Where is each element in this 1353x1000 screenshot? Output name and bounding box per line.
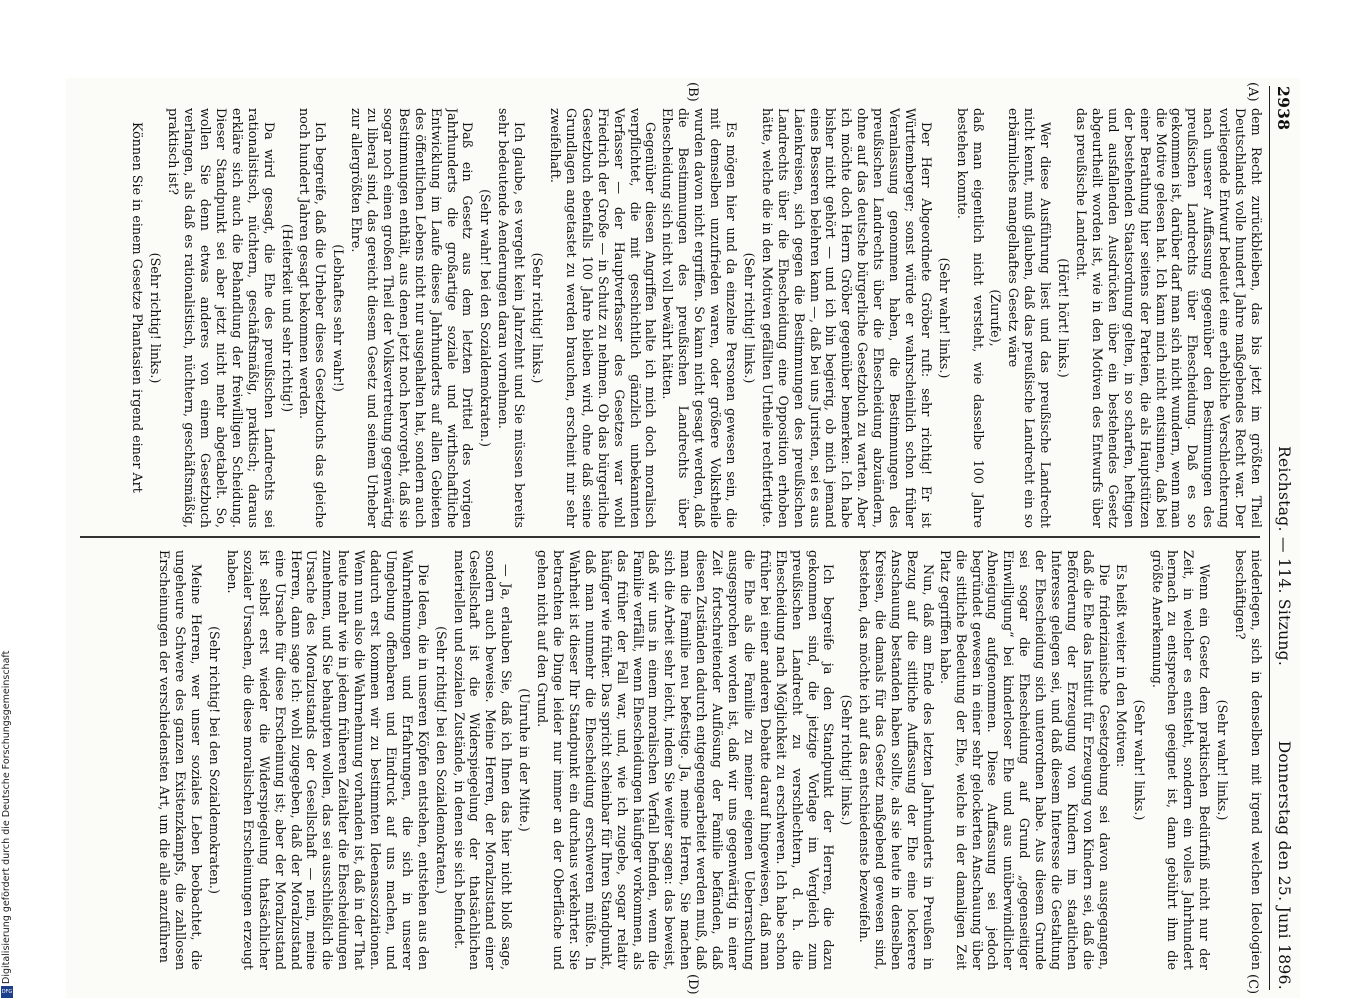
page-date: Donnerstag den 25. Juni 1896.	[1275, 740, 1293, 990]
paragraph: Meine Herren, wer unser soziales Leben beobachtet, die ungeheure Schwere des ganzen Existenzkampfs, die zahllosen Erscheinungen der verschiedensten Art, um die alle anzuführen	[157, 550, 205, 970]
page-title: Reichstag. — 114. Sitzung.	[1275, 446, 1293, 667]
paragraph: Ich begreife, daß die Urheber dieses Gesetzbuchs das gleiche noch hundert Jahren gesagt bekommen werden.	[297, 108, 329, 528]
interjection: (Sehr wahr! links.)	[1215, 699, 1231, 821]
interjection: (Lebhaftes sehr wahr!)	[331, 244, 347, 392]
paragraph: niederlegen, sich in denselben mit irgend welchen Ideologien beschäftigen?	[1233, 550, 1264, 970]
column-divider	[80, 536, 1260, 538]
margin-marker-d: (D)	[685, 974, 700, 995]
interjection: (Zurufe),	[988, 289, 1004, 347]
paragraph: — Ja, erlauben Sie, daß ich Ihnen das hier nicht bloß sage, sondern auch beweise. Meine Herren, der Moralzustand einer Gesellschaft ist die Widerspiegelung der thatsächlichen materiellen und sozialen Zustände, in denen sie sich befindet.	[451, 550, 515, 970]
left-column	[74, 108, 1264, 528]
rotated-newspaper-page	[66, 78, 1300, 998]
credit-text: Digitalisierung gefördert durch die Deutsche Forschungsgemeinschaft	[1, 650, 12, 984]
margin-marker-c: (C)	[1245, 974, 1260, 995]
interjection: (Sehr richtig! bei den Sozialdemokraten.)	[207, 626, 222, 894]
interjection: (Sehr wahr! bei den Sozialdemokraten.)	[478, 189, 494, 447]
paragraph: Wenn ein Gesetz dem praktischen Bedürfniß nicht nur der Zeit, in welcher es entsteht, sondern ein volles Jahrhundert hernach zu entsprechen geeignet ist, dann gebührt ihm die größte Anerkennung.	[1149, 550, 1213, 970]
paragraph: Es heißt weiter in den Motiven:	[1113, 564, 1129, 768]
paragraph: Die Ideen, die in unseren Köpfen entstehen, entstehen aus den Wahrnehmungen und Erfahrungen, die sich in unserer Umgebung offenbaren und Eindruck auf uns machen, und dadurch erst kommen wir zu bestimmten Ideenassoziationen. Wenn nun also die Wahrnehmung vorhanden ist, daß in der That heute mehr wie in jedem früheren Zeitalter die Ehescheidungen zunehmen, und Sie behaupten wollen, das sei ausschließlich die Ursache des Moralzustands der Gesellschaft — nein, meine Herren, dann sage ich: wohl zugegeben, daß der Moralzustand eine Ursache für diese Erscheinung ist; aber der Moralzustand ist selbst erst wieder die Widerspiegelung thatsächlicher sozialer Ursachen, die diese moralischen Erscheinungen erzeugt haben.	[224, 550, 431, 970]
interjection: (Unruhe in der Mitte.)	[517, 688, 533, 832]
page-header	[1269, 86, 1296, 990]
paragraph: Nun, daß am Ende des letzten Jahrhunderts in Preußen in Bezug auf die sittliche Auffassung der Ehe eine lockerere Anschauung bestanden haben sollte, als sie heute in denselben Kreisen, die damals für das Gesetz maßgebend gewesen sind, bestehen, das möchte ich auf das entschiedenste bezweifeln.	[857, 550, 936, 970]
paragraph: Da wird gesagt, die Ehe des preußischen Landrechts sei rationalistisch, nüchtern, geschäftsmäßig, praktisch; daraus erkläre sich auch die Behandlung der freiwilligen Scheidung. Dieser Standpunkt sei aber jetzt nicht mehr abgetabelt. So, wollen Sie denn etwas anderes von einem Gesetzbuch verlangen, als daß es rationalistisch, nüchtern, geschäftsmäßig, praktisch ist?	[166, 108, 277, 528]
margin-marker-b: (B)	[685, 82, 700, 102]
paragraph: Daß ein Gesetz aus dem letzten Drittel des vorigen Jahrhunderts die großartige soziale und wirthschaftliche Entwicklung im Laufe dieses Jahrhunderts auf allen Gebieten des öffentlichen Lebens nicht nur ausgehalten hat, sondern auch Bestimmungen enthält, aus denen jetzt noch hervorgeht, daß sie sogar noch einen großen Theil der Volksvertretung gegenwärtig zu liberal sind, das gereicht diesem Gesetz und seinem Urheber zur allergrößten Ehre.	[349, 108, 476, 528]
paragraph: daß man eigentlich nicht versteht, wie dasselbe 100 Jahre bestehen konnte.	[954, 108, 986, 528]
interjection: (Sehr wahr! links.)	[936, 257, 952, 379]
dfg-logo-icon: DFG	[1, 986, 13, 998]
interjection: (Sehr richtig! links.)	[741, 252, 757, 384]
interjection: (Hört! hört! links.)	[1056, 258, 1072, 378]
paragraph: Können Sie in einem Gesetze Phantasien irgend einer Art	[130, 122, 146, 493]
right-column	[74, 550, 1264, 970]
paragraph: Ich glaube, es vergeht kein Jahrzehnt und Sie müssen bereits sehr bedeutende Aenderungen daran vornehmen.	[496, 108, 528, 528]
paragraph: Der Herr Abgeordnete Gröber ruft: sehr richtig! Er ist Württemberger; sonst würde er wahrscheinlich schon früher Veranlassung genommen haben, die Bestimmungen des preußischen Landrechts über die Ehescheidung abzuändern, ohne auf das deutsche bürgerliche Gesetzbuch zu warten. Aber ich möchte doch Herrn Gröber gegenüber bemerken: Ich habe bisher nicht gehört — und ich bin begierig, ob mich jemand eines Besseren belehren kann —, daß bei uns Juristen, sei es aus Laienkreisen, sich gegen die Bestimmungen des preußischen Landrechts über die Ehescheidung eine Opposition erhoben hätte, welche die in den Motiven gefällten Urtheile rechtfertigte.	[759, 108, 934, 528]
margin-marker-a: (A)	[1245, 82, 1260, 102]
interjection: (Heiterkeit und sehr richtig!)	[279, 223, 295, 413]
interjection: (Sehr richtig! bei den Sozialdemokraten.)	[433, 626, 449, 894]
paragraph: Gegenüber diesen Angriffen halte ich mich doch moralisch verpflichtet, die mit geschichtlich gänzlich unbekannten Verfasser — der Hauptverfasser des Gesetzes war wohl Friedrich der Große — in Schutz zu nehmen. Ob das bürgerliche Gesetzbuch ebenfalls 100 Jahre bleiben wird, ohne daß seine Grundlagen angetastet zu werden brauchen, erscheint mir sehr zweifelhaft.	[548, 108, 659, 528]
digitization-credit	[1, 4, 13, 984]
interjection: (Sehr wahr! links.)	[1131, 699, 1147, 821]
quoted-paragraph: Die friderizianische Gesetzgebung sei davon ausgegangen, daß die Ehe das Institut für Erzeugung von Kindern sei, daß die Beförderung der Erzeugung von Kindern im staatlichen Interesse gelegen sei, und daß diesem Interesse die Gestaltung der Ehescheidung sich unterordnen habe. Aus diesem Grunde sei sogar die Ehescheidung auf Grund „gegenseitiger Einwilligung“ bei kinderloser Ehe und aus unüberwindlicher Abneigung aufgenommen. Diese Auffassung sei jedoch begründet gewesen in einer sehr gelockerten Anschauung über die sittliche Bedeutung der Ehe, welche in der damaligen Zeit Platz gegriffen habe.	[937, 550, 1112, 970]
page-number: 2938	[1274, 86, 1293, 131]
interjection: (Sehr richtig! links.)	[839, 694, 855, 826]
paragraph: Wer diese Ausführung liest und das preußische Landrecht nicht kennt, muß glauben, daß das preußische Landrecht ein so erbärmliches mangelhaftes Gesetz wäre	[1006, 108, 1054, 528]
paragraph: Es mögen hier und da einzelne Personen gewesen sein, die mit demselben unzufrieden waren, oder größere Volkstheile wurden davon nicht ergriffen. So kann nicht gesagt werden, daß die Bestimmungen des preußischen Landrechts über Ehescheidung sich nicht voll bewährt hätten.	[660, 108, 739, 528]
paragraph: dem Recht zurückbleiben, das bis jetzt im größten Theil Deutschlands volle hundert Jahre maßgebendes Recht war. Der vorliegende Entwurf bedeutet eine erhebliche Verschlechterung nach unserer Auffassung gegenüber den Bestimmungen des preußischen Landrechts über Ehescheidung. Daß es so gekommen ist, darüber darf man sich nicht wundern, wenn man die Motive gelesen hat. Ich kann mich nicht entsinnen, daß bei einer Berathung hier seitens der Parteien, die als Hauptstützen der bestehenden Staatsordnung gelten, in so scharfen, heftigen und ausfallenden Ausdrücken über ein bestehendes Gesetz abgeurtheilt worden ist, wie in den Motiven des Entwurfs über das preußische Landrecht.	[1074, 108, 1264, 528]
paragraph: Ich begreife ja den Standpunkt der Herren, die dazu gekommen sind, die jetzige Vorlage im Vergleich zum preußischen Landrecht zu verschlechtern, d. h. die Ehescheidung nach Möglichkeit zu erschweren. Ich habe schon früher bei einer anderen Debatte darauf hingewiesen, daß man die Ehe als die Familie zu meiner eigenen Ueberraschung ausgesprochen worden ist, daß wir uns gegenwärtig in einer Zeit fortschreitender Auflösung der Familie befänden, daß diesen Zuständen dadurch entgegengearbeitet werden muß, daß man die Familie neu befestige. Ja, meine Herren, Sie machen sich die Arbeit sehr leicht, indem Sie weiter sagen: das beweist, daß wir uns in einem moralischen Verfall befinden, wenn die Familie verfällt, wenn Ehescheidungen häufiger vorkommen, als das früher der Fall war, und, wie ich zugebe, sogar relativ häufiger wie früher. Das spricht scheinbar für Ihren Standpunkt, daß man nunmehr die Ehescheidung erschweren müßte. In Wahrheit ist dieser Ihr Standpunkt ein durchaus verkehrter. Sie betrachten die Dinge leider nur immer an der Oberfläche und gehen nicht auf den Grund.	[535, 550, 837, 970]
interjection: (Sehr richtig! links.)	[530, 252, 546, 384]
interjection: (Sehr richtig! links.)	[148, 252, 164, 384]
